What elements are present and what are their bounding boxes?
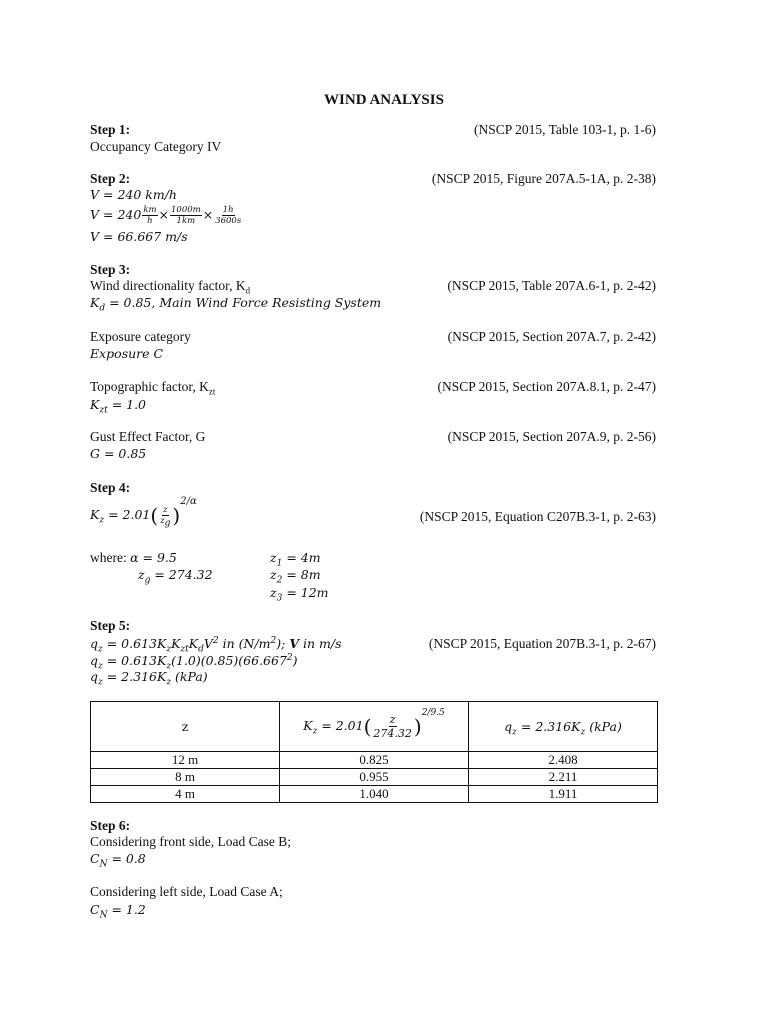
- z1-value: $z_1 = 4m$: [270, 550, 321, 569]
- velocity-ms: V = 66.667 m/s: [90, 229, 188, 244]
- header-z: z: [91, 702, 280, 752]
- table-row: [91, 786, 658, 803]
- header-qz: $q_z = 2.316K_z$ (kPa): [469, 702, 658, 752]
- z3-value: $z_3 = 12m$: [270, 585, 329, 604]
- cell-kz: 1.040: [280, 786, 469, 803]
- step5-heading: Step 5:: [90, 618, 131, 633]
- gust-value: G = 0.85: [90, 446, 147, 461]
- zg-value: $z_g = 274.32$: [138, 567, 213, 586]
- kzt-value: $K_{zt} = 1.0$: [90, 397, 147, 416]
- cell-qz: 2.211: [469, 769, 658, 786]
- step1-heading: Step 1:: [90, 122, 131, 137]
- cell-qz: 2.408: [469, 752, 658, 769]
- step4-heading: Step 4:: [90, 480, 131, 495]
- header-kz: $K_z = 2.01$( $\frac{z}{274.32}$ )$^{2/9.5}$: [280, 702, 469, 752]
- gust-reference: (NSCP 2015, Section 207A.9, p. 2-56): [447, 429, 656, 444]
- cell-z: 12 m: [91, 752, 280, 769]
- table-row: [91, 752, 658, 769]
- cell-qz: 1.911: [469, 786, 658, 803]
- qz-substitution: $q_z = 0.613K_z(1.0)(0.85)(66.667^2)$: [90, 652, 298, 672]
- cn-left-value: $C_N = 1.2$: [90, 902, 146, 921]
- step3-heading: Step 3:: [90, 262, 131, 277]
- kd-reference: (NSCP 2015, Table 207A.6-1, p. 2-42): [447, 278, 656, 293]
- qz-formula: $q_z = 0.613K_zK_{zt}K_dV^2$ in $(N/m^2)$; V in m/s: [90, 635, 342, 655]
- velocity-conversion: V = 240 $\frac{km}{h}$ × $\frac{1000m}{1km}$ × $\frac{1h}{3600s}$: [90, 205, 242, 226]
- step6-heading: Step 6:: [90, 818, 131, 833]
- cell-z: 4 m: [91, 786, 280, 803]
- where-label: where: α = 9.5: [90, 550, 177, 565]
- exposure-value: Exposure C: [90, 346, 164, 361]
- gust-label: Gust Effect Factor, G: [90, 429, 206, 444]
- table-row: [91, 769, 658, 786]
- left-side-text: Considering left side, Load Case A;: [90, 884, 283, 899]
- z2-value: $z_2 = 8m$: [270, 567, 321, 586]
- kd-value: $K_d = 0.85$, Main Wind Force Resisting System: [90, 295, 382, 314]
- exposure-reference: (NSCP 2015, Section 207A.7, p. 2-42): [447, 329, 656, 344]
- qz-result: $q_z = 2.316K_z$ (kPa): [90, 669, 208, 688]
- cn-front-value: $C_N = 0.8$: [90, 851, 146, 870]
- kd-label: Wind directionality factor, $K_d$: [90, 278, 251, 296]
- cell-z: 8 m: [91, 769, 280, 786]
- kz-equation: $K_z = 2.01$( $\frac{z}{z_g}$ )$^{2/\alpha}$: [90, 495, 197, 529]
- step2-heading: Step 2:: [90, 171, 131, 186]
- step1-reference: (NSCP 2015, Table 103-1, p. 1-6): [473, 122, 656, 137]
- kzt-label: Topographic factor, $K_{zt}$: [90, 379, 216, 397]
- step5-reference: (NSCP 2015, Equation 207B.3-1, p. 2-67): [428, 636, 656, 651]
- velocity-kmh: V = 240 km/h: [90, 187, 177, 202]
- table-header-row: [91, 702, 658, 752]
- kz-qz-table: [90, 701, 658, 803]
- step2-reference: (NSCP 2015, Figure 207A.5-1A, p. 2-38): [431, 171, 656, 186]
- front-side-text: Considering front side, Load Case B;: [90, 834, 291, 849]
- exposure-label: Exposure category: [90, 329, 191, 344]
- kzt-reference: (NSCP 2015, Section 207A.8.1, p. 2-47): [437, 379, 656, 394]
- cell-kz: 0.955: [280, 769, 469, 786]
- cell-kz: 0.825: [280, 752, 469, 769]
- step4-reference: (NSCP 2015, Equation C207B.3-1, p. 2-63): [419, 509, 656, 524]
- page-title: WIND ANALYSIS: [324, 92, 444, 108]
- occupancy-category: Occupancy Category IV: [90, 139, 222, 154]
